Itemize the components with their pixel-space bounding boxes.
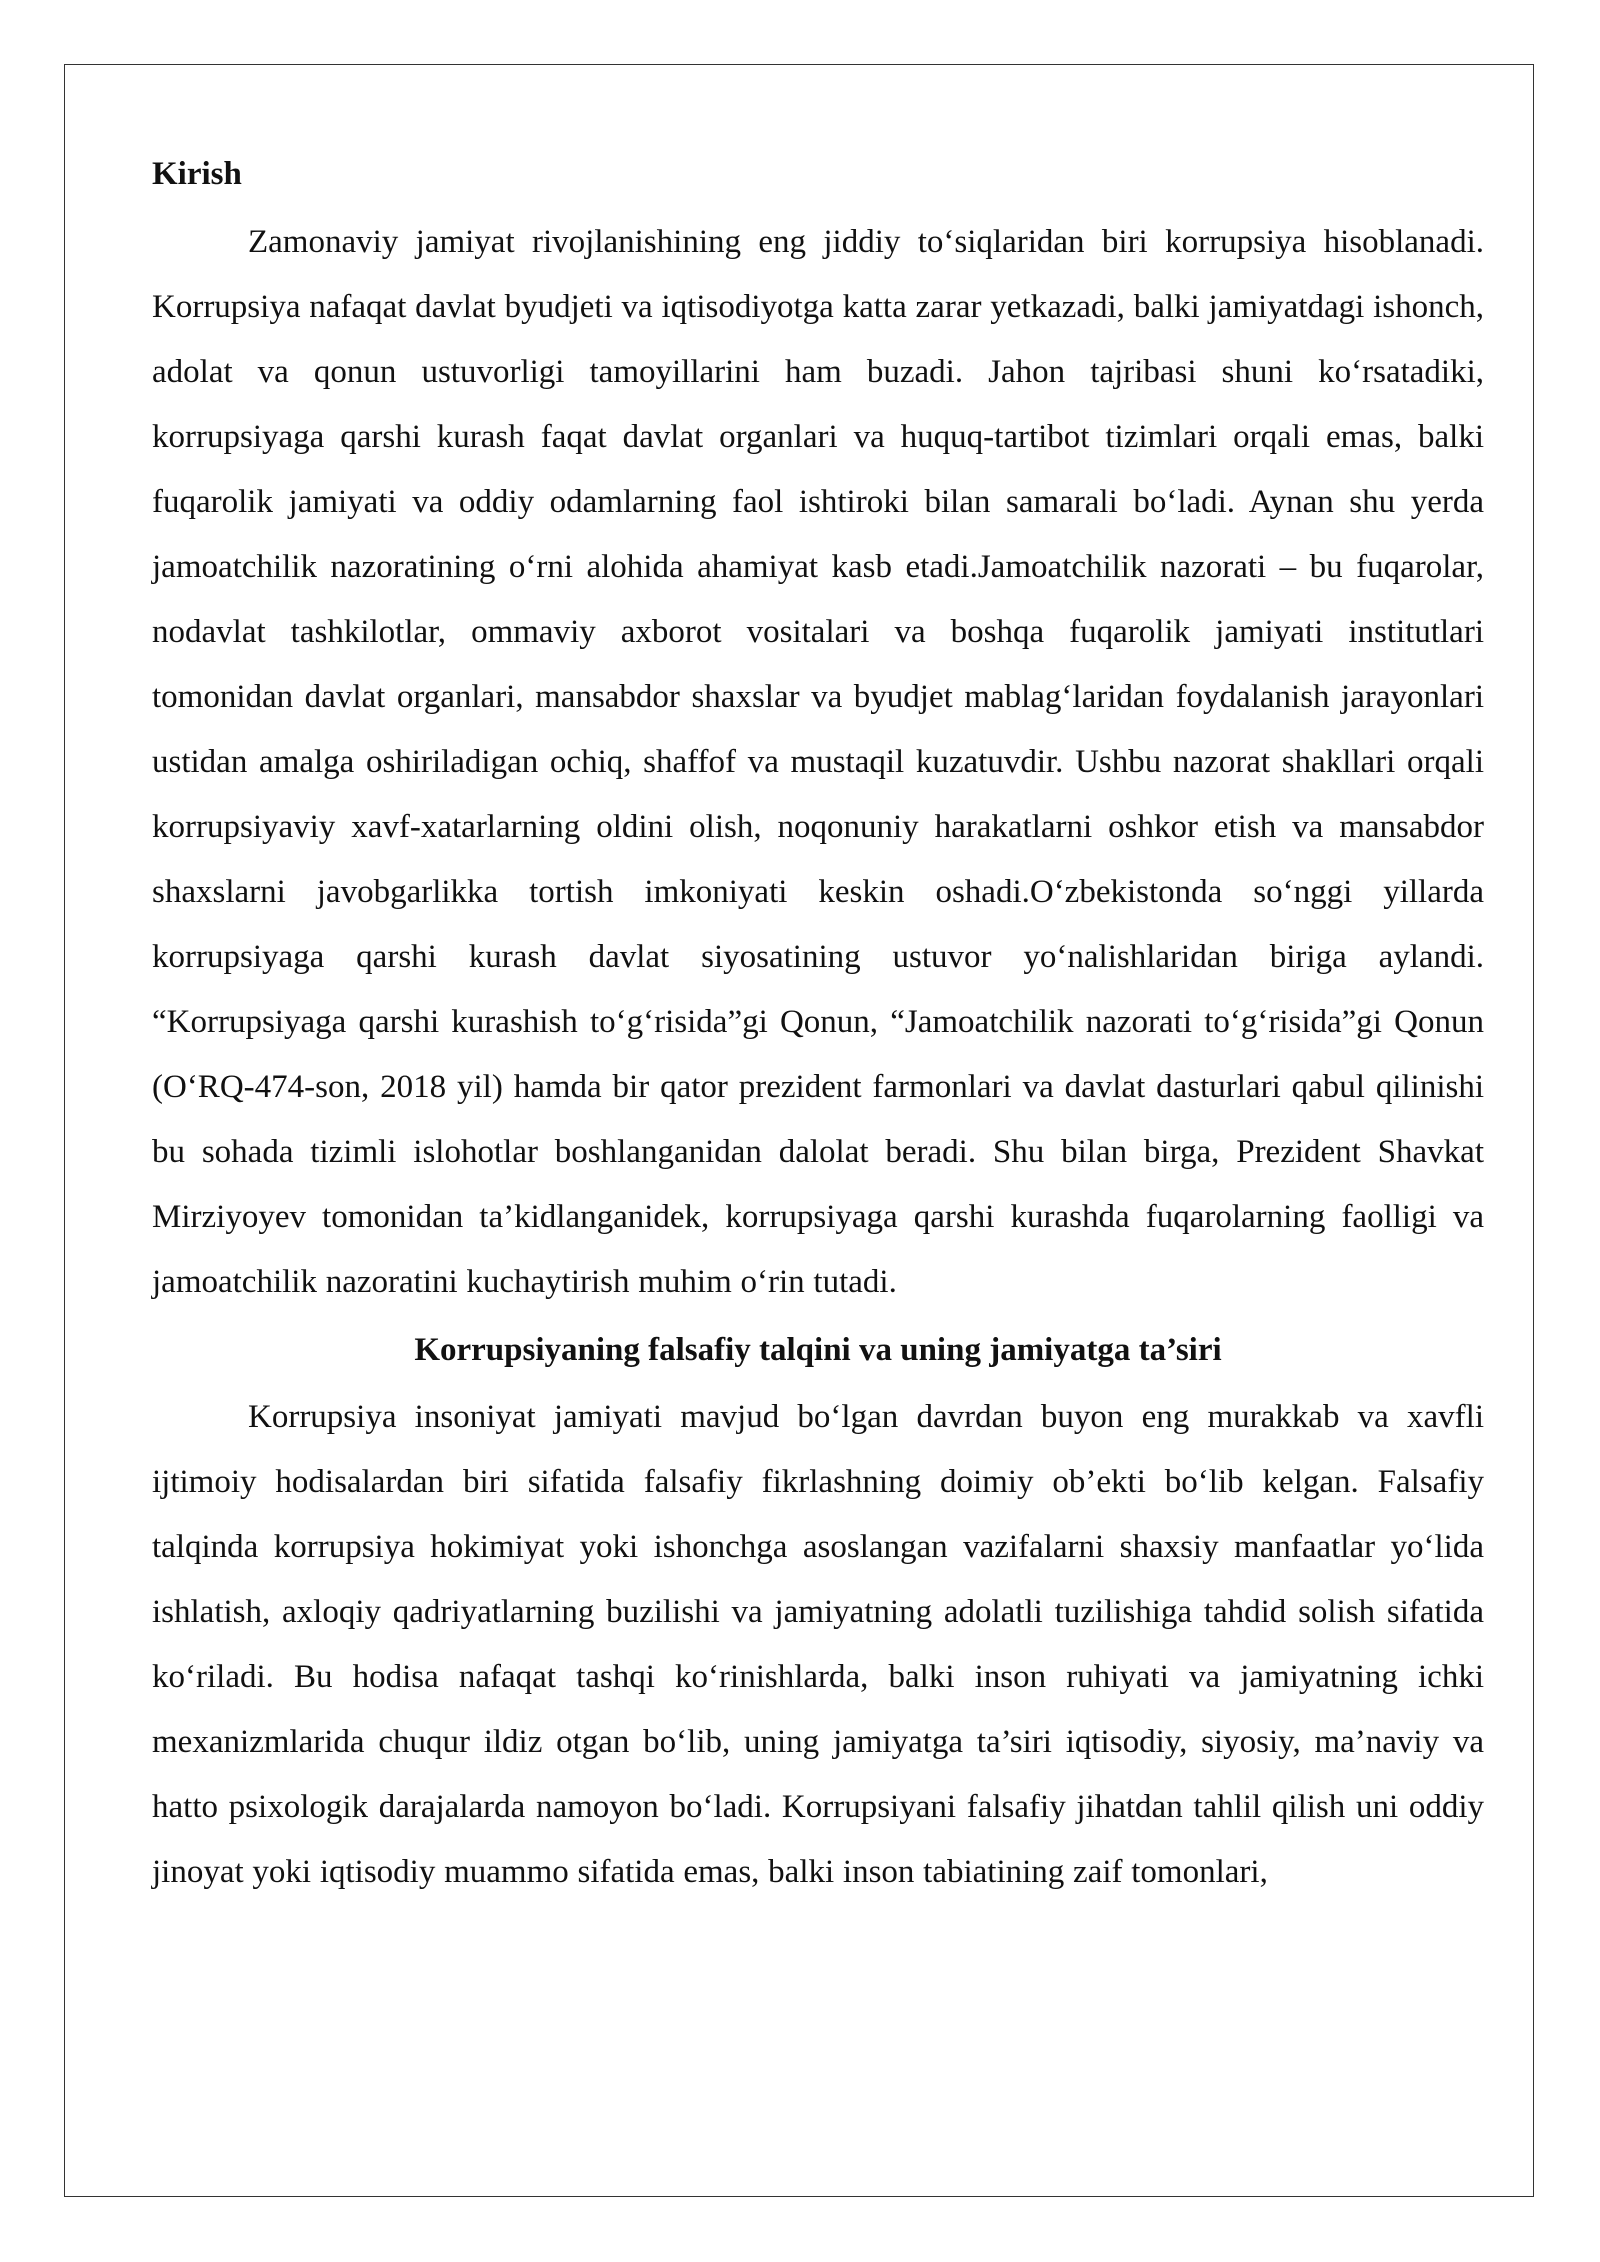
section-heading: Korrupsiyaning falsafiy talqini va uning jamiyatga ta’siri bbox=[414, 1332, 1222, 1368]
document-body bbox=[152, 138, 1484, 1905]
intro-paragraph: Zamonaviy jamiyat rivojlanishining eng jiddiy to‘siqlaridan biri korrupsiya hisoblanadi. Korrupsiya nafaqat davlat byudjeti va iqtisodiyotga katta zarar yetkazadi, balki jamiyatdagi ishonch, adolat va qonun ustuvorligi tamoyillarini ham buzadi. Jahon tajribasi shuni ko‘rsatadiki, korrupsiyaga qarshi kurash faqat davlat organlari va huquq-tartibot tizimlari orqali emas, balki fuqarolik jamiyati va oddiy odamlarning faol ishtiroki bilan samarali bo‘ladi. Aynan shu yerda jamoatchilik nazoratining o‘rni alohida ahamiyat kasb etadi.Jamoatchilik nazorati – bu fuqarolar, nodavlat tashkilotlar, ommaviy axborot vositalari va boshqa fuqarolik jamiyati institutlari tomonidan davlat organlari, mansabdor shaxslar va byudjet mablag‘laridan foydalanish jarayonlari ustidan amalga oshiriladigan ochiq, shaffof va mustaqil kuzatuvdir. Ushbu nazorat shakllari orqali korrupsiyaviy xavf-xatarlarning oldini olish, noqonuniy harakatlarni oshkor etish va mansabdor shaxslarni javobgarlikka tortish imkoniyati keskin oshadi.O‘zbekistonda so‘nggi yillarda korrupsiyaga qarshi kurash davlat siyosatining ustuvor yo‘nalishlaridan biriga aylandi. “Korrupsiyaga qarshi kurashish to‘g‘risida”gi Qonun, “Jamoatchilik nazorati to‘g‘risida”gi Qonun (O‘RQ-474-son, 2018 yil) hamda bir qator prezident farmonlari va davlat dasturlari qabul qilinishi bu sohada tizimli islohotlar boshlanganidan dalolat beradi. Shu bilan birga, Prezident Shavkat Mirziyoyev tomonidan ta’kidlanganidek, korrupsiyaga qarshi kurashda fuqarolarning faolligi va jamoatchilik nazoratini kuchaytirish muhim o‘rin tutadi. bbox=[152, 224, 1484, 1300]
intro-heading: Kirish bbox=[152, 156, 242, 192]
section-paragraph: Korrupsiya insoniyat jamiyati mavjud bo‘lgan davrdan buyon eng murakkab va xavfli ijtimoiy hodisalardan biri sifatida falsafiy fikrlashning doimiy ob’ekti bo‘lib kelgan. Falsafiy talqinda korrupsiya hokimiyat yoki ishonchga asoslangan vazifalarni shaxsiy manfaatlar yo‘lida ishlatish, axloqiy qadriyatlarning buzilishi va jamiyatning adolatli tuzilishiga tahdid solish sifatida ko‘riladi. Bu hodisa nafaqat tashqi ko‘rinishlarda, balki inson ruhiyati va jamiyatning ichki mexanizmlarida chuqur ildiz otgan bo‘lib, uning jamiyatga ta’siri iqtisodiy, siyosiy, ma’naviy va hatto psixologik darajalarda namoyon bo‘ladi. Korrupsiyani falsafiy jihatdan tahlil qilish uni oddiy jinoyat yoki iqtisodiy muammo sifatida emas, balki inson tabiatining zaif tomonlari, bbox=[152, 1399, 1484, 1890]
